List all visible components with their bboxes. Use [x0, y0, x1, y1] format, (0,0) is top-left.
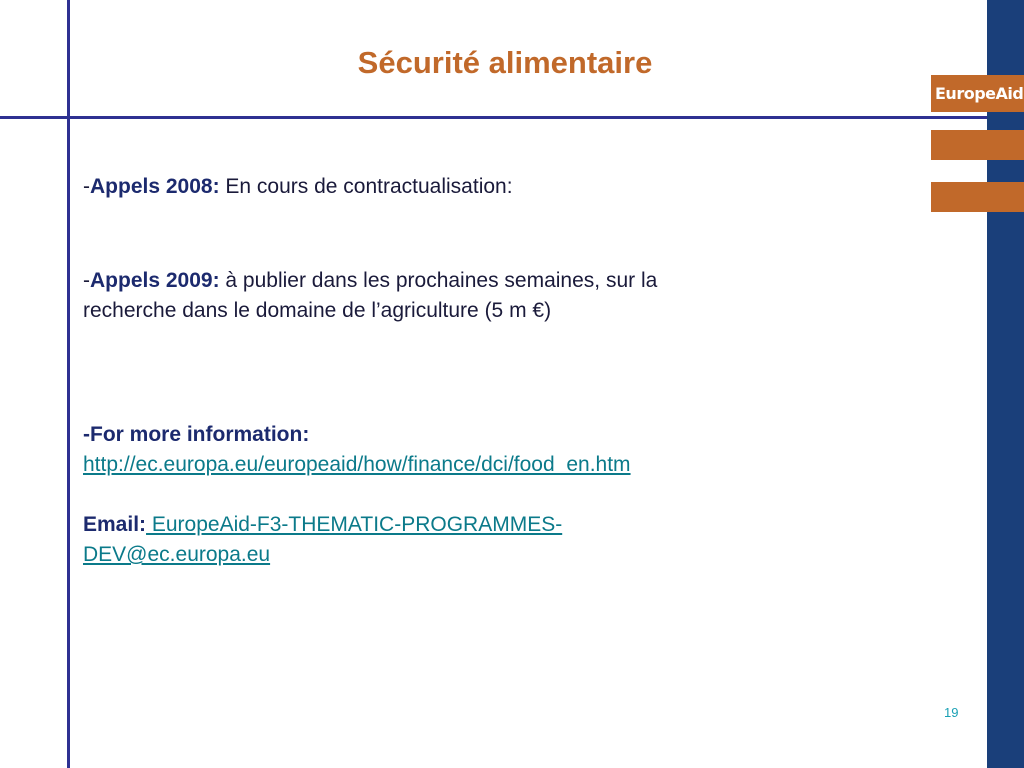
email-label: Email: — [83, 513, 147, 536]
right-navy-bar — [987, 0, 1024, 768]
email-link[interactable] — [83, 513, 562, 566]
email-link-line1: EuropeAid-F3-THEMATIC-PROGRAMMES- — [146, 513, 563, 536]
email-link-line2: DEV@ec.europa.eu — [83, 543, 271, 566]
horizontal-divider — [0, 116, 987, 119]
dash: - — [83, 175, 90, 198]
europeaid-logo — [931, 75, 1024, 112]
info-paragraph — [83, 420, 843, 480]
appels-2009-text-line2: recherche dans le domaine de l’agriculture (5 m €) — [83, 299, 552, 322]
appels-2009-text-line1: à publier dans les prochaines semaines, sur la — [219, 269, 658, 292]
logo-text: EuropeAid — [935, 84, 1024, 103]
info-url-link[interactable]: http://ec.europa.eu/europeaid/how/finance/dci/food_en.htm — [83, 453, 631, 476]
info-heading: -For more information: — [83, 423, 310, 446]
appels-2008-paragraph — [83, 172, 843, 202]
page-number: 19 — [944, 705, 959, 720]
appels-2008-text: En cours de contractualisation: — [219, 175, 513, 198]
dash: - — [83, 269, 90, 292]
appels-2008-label: Appels 2008: — [90, 175, 220, 198]
orange-decor-block — [931, 182, 1024, 212]
orange-decor-block — [931, 130, 1024, 160]
appels-2009-label: Appels 2009: — [90, 269, 220, 292]
email-paragraph — [83, 510, 843, 570]
appels-2009-paragraph — [83, 266, 843, 326]
slide-title: Sécurité alimentaire — [357, 45, 653, 80]
slide-content — [83, 172, 843, 570]
